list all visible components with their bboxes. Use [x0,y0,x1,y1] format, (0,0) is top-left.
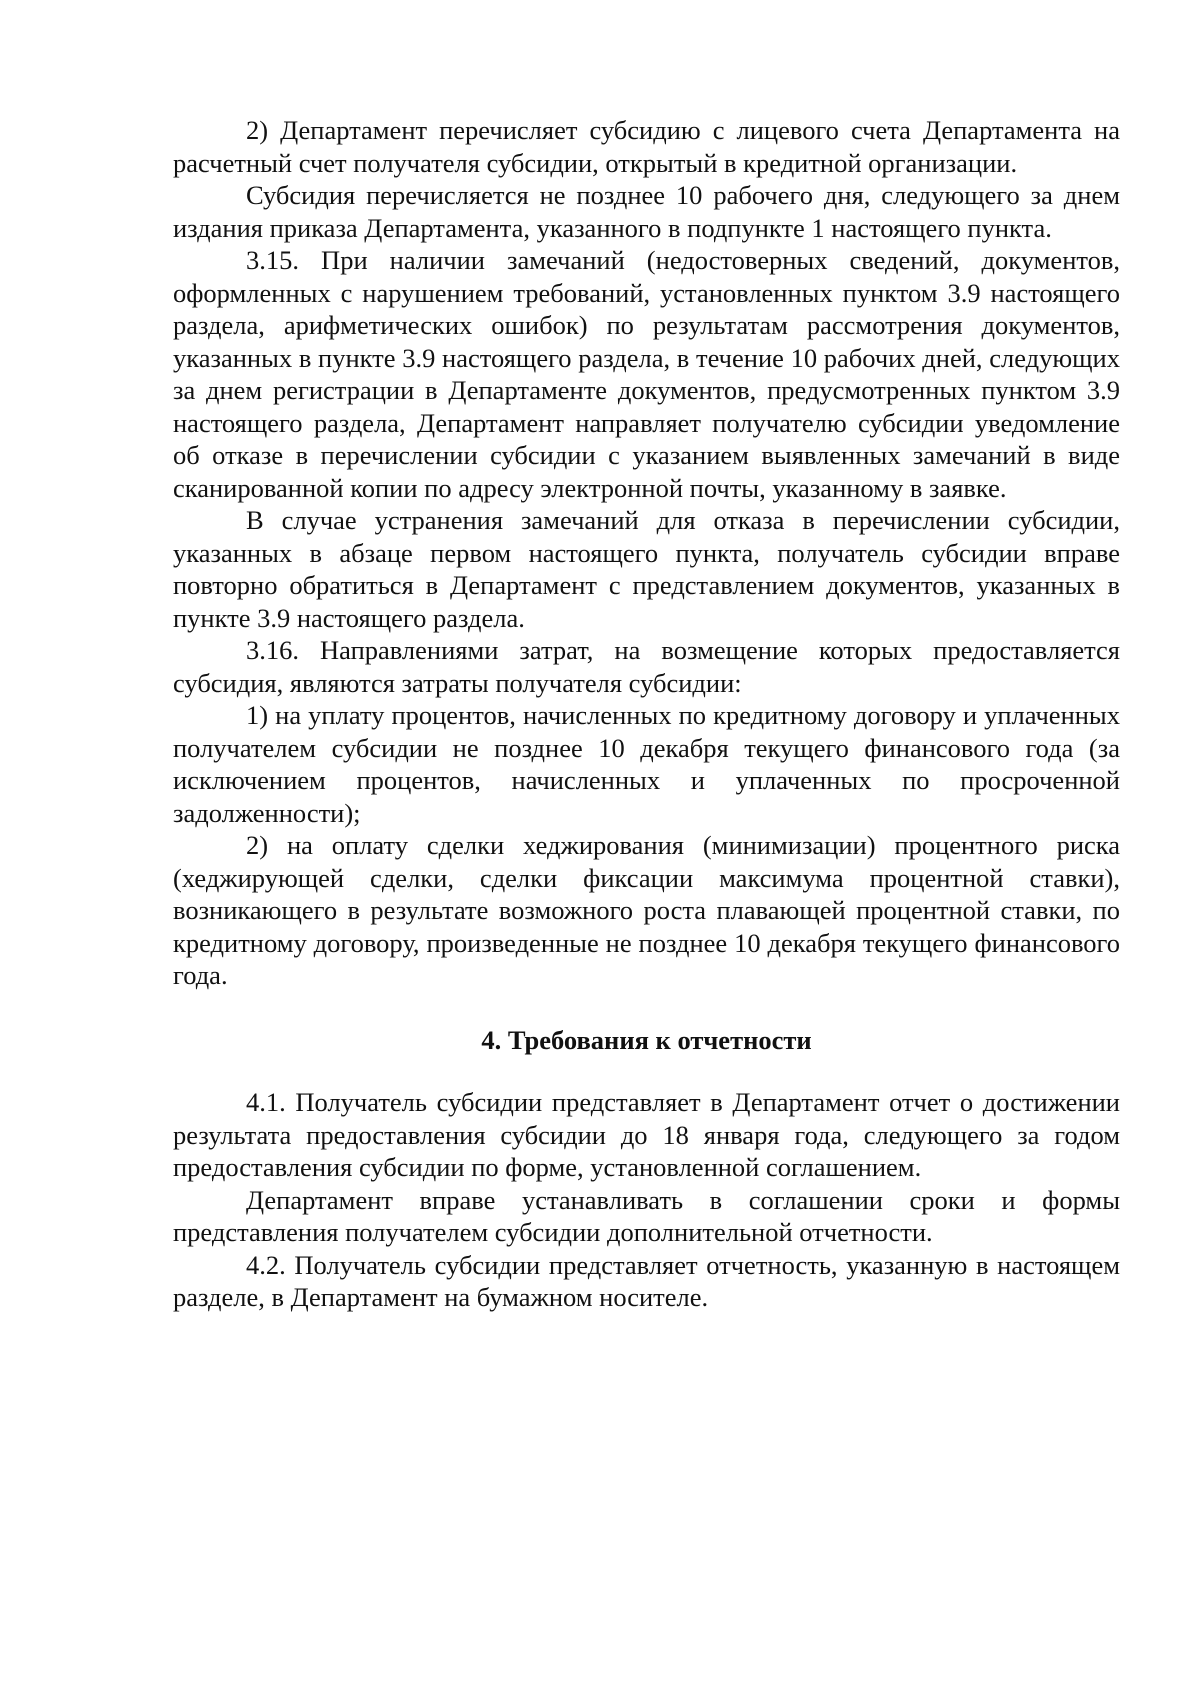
spacer [173,992,1120,1024]
paragraph-4-2: 4.2. Получатель субсидии представляет отчетность, указанную в настоящем разделе, в Департамент на бумажном носителе. [173,1249,1120,1312]
paragraph-3-15-resubmission: В случае устранения замечаний для отказа в перечислении субсидии, указанных в абзаце первом настоящего пункта, получатель субсидии вправе повторно обратиться в Департамент с представлением документов, указанных в пункте 3.9 настоящего раздела. [173,505,1120,633]
paragraph-3-15: 3.15. При наличии замечаний (недостоверных сведений, документов, оформленных с нарушением требований, установленных пунктом 3.9 настоящего раздела, арифметических ошибок) по результатам рассмотрения документов, указанных в пункте 3.9 настоящего раздела, в течение 10 рабочих дней, следующих за днем регистрации в Департаменте документов, предусмотренных пунктом 3.9 настоящего раздела, Департамент направляет получателю субсидии уведомление об отказе в перечислении субсидии с указанием выявленных замечаний в виде сканированной копии по адресу электронной почты, указанному в заявке. [173,245,1120,503]
paragraph-4-1-additional: Департамент вправе устанавливать в соглашении сроки и формы представления получателем субсидии дополнительной отчетности. [173,1184,1120,1247]
section-4-heading: 4. Требования к отчетности [481,1024,812,1055]
document-body [173,114,1120,1314]
paragraph-3-16: 3.16. Направлениями затрат, на возмещение которых предоставляется субсидия, являются затраты получателя субсидии: [173,635,1120,698]
paragraph-4-1: 4.1. Получатель субсидии представляет в Департамент отчет о достижении результата предоставления субсидии до 18 января года, следующего за годом предоставления субсидии по форме, установленной соглашением. [173,1087,1120,1182]
spacer [173,1056,1120,1086]
paragraph-3-16-item-2: 2) на оплату сделки хеджирования (минимизации) процентного риска (хеджирующей сделки, сделки фиксации максимума процентной ставки), возникающего в результате возможного роста плавающей процентной ставки, по кредитному договору, произведенные не позднее 10 декабря текущего финансового года. [173,830,1120,990]
paragraph-3-16-item-1: 1) на уплату процентов, начисленных по кредитному договору и уплаченных получателем субсидии не позднее 10 декабря текущего финансового года (за исключением процентов, начисленных и уплаченных по просроченной задолженности); [173,700,1120,828]
paragraph-transfer-subsidy: 2) Департамент перечисляет субсидию с лицевого счета Департамента на расчетный счет получателя субсидии, открытый в кредитной организации. [173,115,1120,178]
paragraph-transfer-deadline: Субсидия перечисляется не позднее 10 рабочего дня, следующего за днем издания приказа Департамента, указанного в подпункте 1 настоящего пункта. [173,180,1120,243]
